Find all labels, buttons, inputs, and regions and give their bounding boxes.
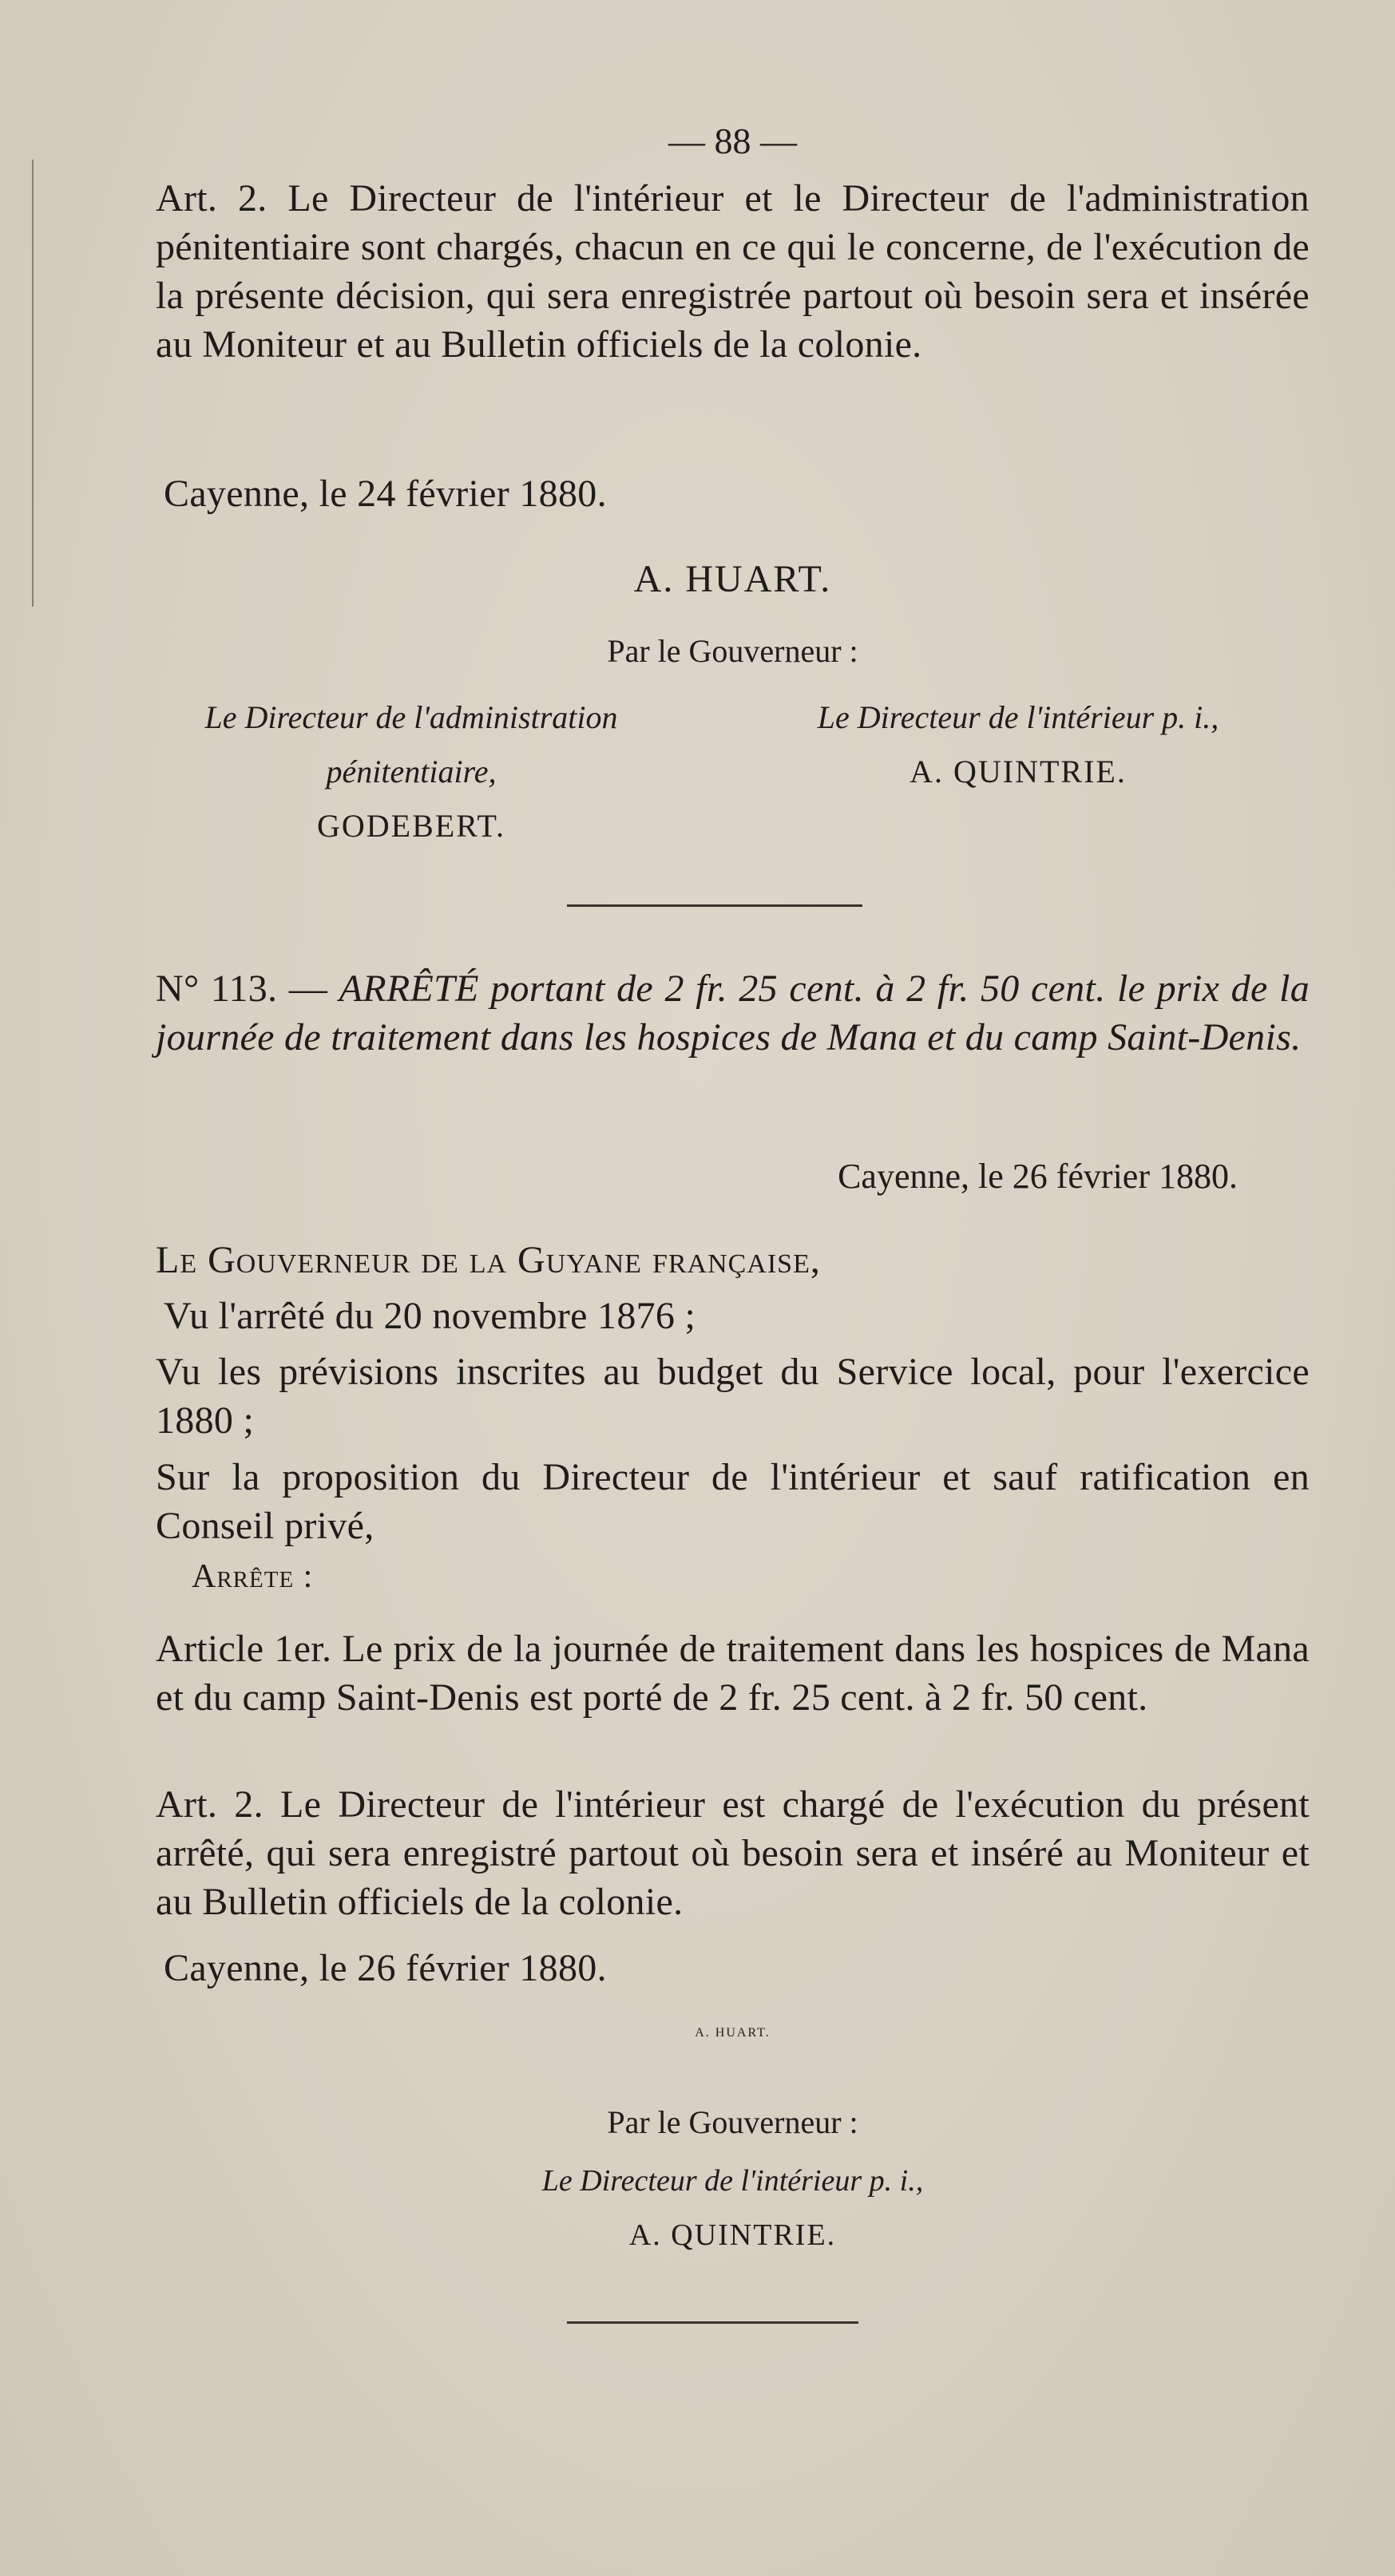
left-title-line1: Le Directeur de l'administration bbox=[204, 699, 618, 735]
left-name: GODEBERT. bbox=[317, 808, 505, 844]
signature-right bbox=[739, 690, 1298, 799]
decree-dir-name: A. QUINTRIE. bbox=[628, 2218, 837, 2252]
decree-date: Cayenne, le 26 février 1880. bbox=[164, 1947, 607, 1989]
section-divider bbox=[567, 904, 862, 907]
signature-left bbox=[100, 690, 723, 853]
article-2: Art. 2. Le Directeur de l'intérieur est chargé de l'exécution du présent arrêté, qui sera enregistré partout où besoin sera et inséré au Moniteur et au Bulletin officiels de la colonie. bbox=[156, 1783, 1310, 1923]
article-1: Article 1er. Le prix de la journée de traitement dans les hospices de Mana et du camp Saint-Denis est porté de 2 fr. 25 cent. à 2 fr. 50 cent. bbox=[156, 1628, 1310, 1719]
decree-par-gouverneur: Par le Gouverneur : bbox=[607, 2104, 858, 2140]
decree-place-date: Cayenne, le 26 février 1880. bbox=[838, 1157, 1238, 1196]
left-title-line2: pénitentiaire, bbox=[326, 754, 497, 789]
art2-paragraph: Art. 2. Le Directeur de l'intérieur et le Directeur de l'administration pénitentiaire sont chargés, chacun en ce qui le concerne, de l'exécution de la présente décision, qui sera enregistrée partout où besoin sera et insérée au Moniteur et au Bulletin officiels de la colonie. bbox=[156, 177, 1310, 366]
arrete-label: Arrête : bbox=[192, 1558, 314, 1595]
decree-number: N° 113. — bbox=[156, 967, 328, 1010]
vu-line-2: Vu les prévisions inscrites au budget du Service local, pour l'exercice 1880 ; bbox=[156, 1351, 1310, 1442]
right-name: A. QUINTRIE. bbox=[910, 754, 1127, 789]
decree-dir-title: Le Directeur de l'intérieur p. i., bbox=[541, 2164, 924, 2198]
page-edge-shadow bbox=[32, 160, 34, 607]
sur-proposition: Sur la proposition du Directeur de l'intérieur et sauf ratification en Conseil privé, bbox=[156, 1456, 1310, 1547]
decree-title: ARRÊTÉ portant de 2 fr. 25 cent. à 2 fr. 50 cent. le prix de la journée de traitement dans les hospices de Mana et du camp Saint-Denis. bbox=[156, 967, 1310, 1058]
decree-signatory: A. HUART. bbox=[695, 2026, 771, 2040]
end-divider bbox=[567, 2321, 858, 2324]
right-title: Le Directeur de l'intérieur p. i., bbox=[817, 699, 1219, 735]
signatory: A. HUART. bbox=[633, 558, 832, 600]
page-number: — 88 — bbox=[668, 121, 797, 161]
par-le-gouverneur: Par le Gouverneur : bbox=[607, 633, 858, 669]
date-line: Cayenne, le 24 février 1880. bbox=[164, 473, 607, 515]
vu-line-1: Vu l'arrêté du 20 novembre 1876 ; bbox=[164, 1295, 696, 1337]
decree-heading bbox=[156, 964, 1310, 1062]
gouverneur-line: Le Gouverneur de la Guyane française, bbox=[156, 1239, 821, 1281]
